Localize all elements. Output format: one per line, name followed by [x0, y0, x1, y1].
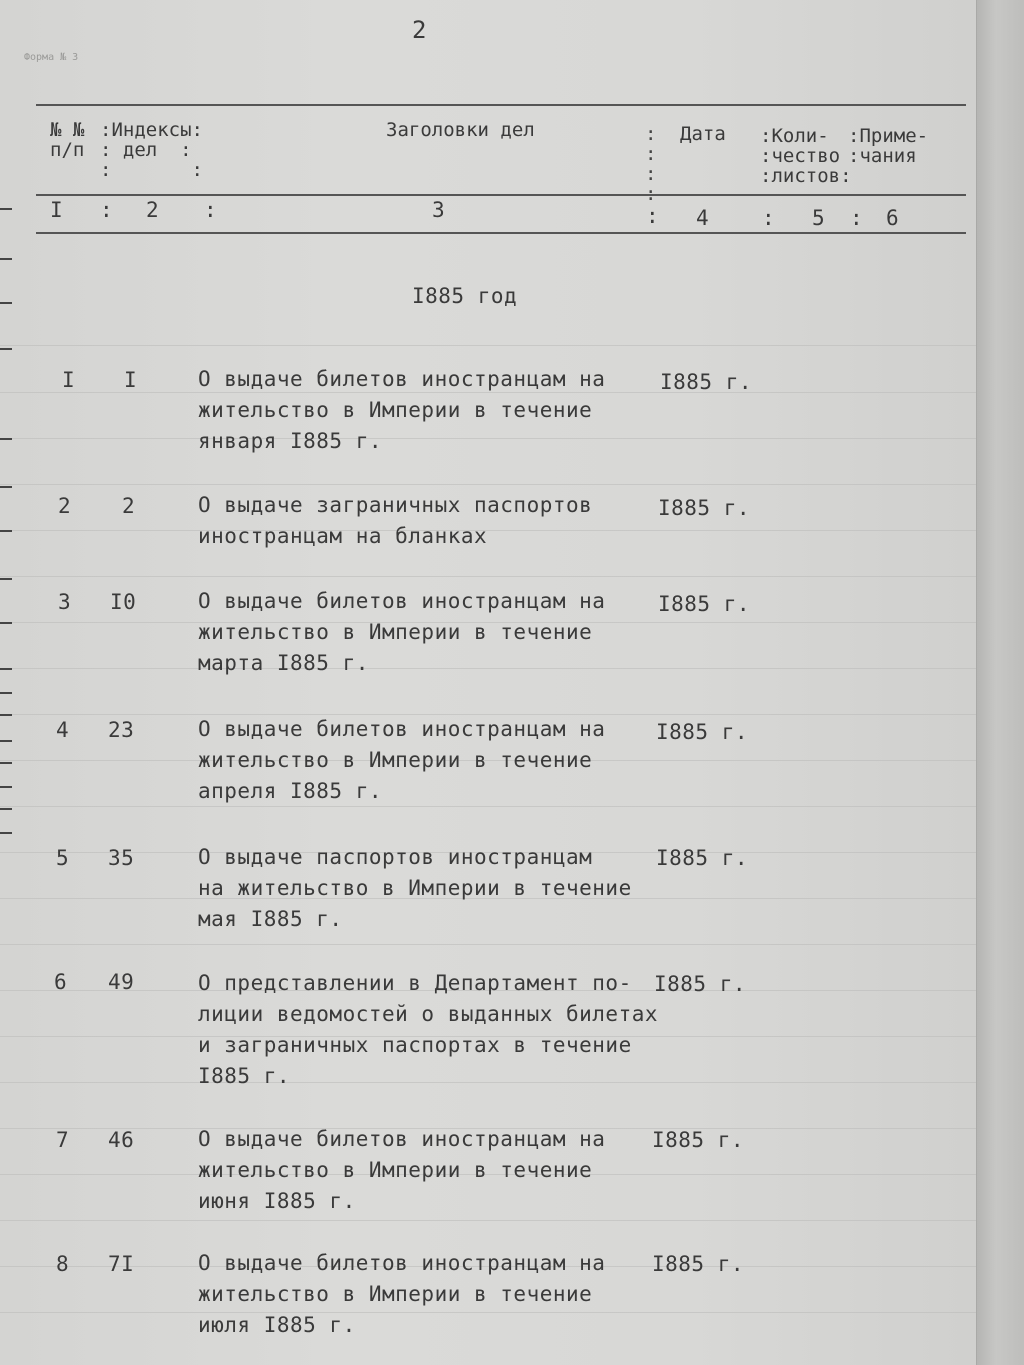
column-number-5: 5 — [812, 206, 826, 230]
header-col-index: :Индексы: : дел : : : — [100, 119, 203, 181]
row-title: О представлении в Департамент по- лиции ведомостей о выданных билетах и заграничных паспортах в течение I885 г. — [198, 971, 659, 1088]
row-number: 8 — [56, 1252, 70, 1276]
row-date: I885 г. — [658, 496, 751, 520]
row-index: 49 — [108, 970, 135, 994]
row-title: О выдаче билетов иностранцам на жительство в Империи в течение марта I885 г. — [198, 589, 606, 675]
row-title: О выдаче паспортов иностранцам на жительство в Империи в течение мая I885 г. — [198, 845, 632, 931]
row-title: О выдаче билетов иностранцам на жительство в Империи в течение июля I885 г. — [198, 1251, 606, 1337]
row-title: О выдаче заграничных паспортов иностранцам на бланках — [198, 493, 593, 548]
row-date: I885 г. — [654, 972, 747, 996]
row-index: I — [124, 368, 138, 392]
row-index: 7I — [108, 1252, 135, 1276]
row-number: 5 — [56, 846, 70, 870]
row-date: I885 г. — [652, 1128, 745, 1152]
section-title: I885 год — [412, 284, 518, 308]
row-number: 2 — [58, 494, 72, 518]
header-col-number: № № п/п — [50, 119, 85, 161]
row-title: О выдаче билетов иностранцам на жительство в Империи в течение апреля I885 г. — [198, 717, 606, 803]
row-number: 7 — [56, 1128, 70, 1152]
column-separator: : — [762, 206, 776, 230]
row-index: 23 — [108, 718, 135, 742]
column-separator: : — [204, 198, 218, 222]
row-date: I885 г. — [660, 370, 753, 394]
header-bottom-rule — [36, 232, 966, 234]
row-index: I0 — [110, 590, 137, 614]
header-col-notes: :Приме- :чания — [848, 125, 929, 167]
row-number: I — [62, 368, 76, 392]
column-number-6: 6 — [886, 206, 900, 230]
row-date: I885 г. — [658, 592, 751, 616]
column-number-4: 4 — [696, 206, 710, 230]
row-index: 2 — [122, 494, 136, 518]
form-stamp: Форма № 3 — [24, 52, 79, 63]
header-middle-rule — [36, 194, 966, 196]
column-separator: : — [850, 206, 864, 230]
column-separator: : — [646, 204, 660, 228]
row-title: О выдаче билетов иностранцам на жительство в Империи в течение января I885 г. — [198, 367, 606, 453]
page-edge-shadow — [976, 0, 1024, 1365]
row-date: I885 г. — [656, 846, 749, 870]
row-index: 46 — [108, 1128, 135, 1152]
row-date: I885 г. — [652, 1252, 745, 1276]
row-number: 4 — [56, 718, 70, 742]
header-col-sheets: :Коли- :чество :листов: — [760, 125, 852, 187]
header-col-titles: Заголовки дел — [386, 119, 535, 141]
row-title: О выдаче билетов иностранцам на жительство в Империи в течение июня I885 г. — [198, 1127, 606, 1213]
column-number-1: I — [50, 198, 64, 222]
header-separator: : : : — [645, 123, 657, 185]
header-col-date: Дата — [680, 123, 726, 145]
column-number-3: 3 — [432, 198, 446, 222]
row-date: I885 г. — [656, 720, 749, 744]
page-number: 2 — [412, 16, 427, 44]
column-number-2: 2 — [146, 198, 160, 222]
row-number: 6 — [54, 970, 68, 994]
header-top-rule — [36, 104, 966, 106]
column-separator: : — [100, 198, 114, 222]
row-number: 3 — [58, 590, 72, 614]
row-index: 35 — [108, 846, 135, 870]
